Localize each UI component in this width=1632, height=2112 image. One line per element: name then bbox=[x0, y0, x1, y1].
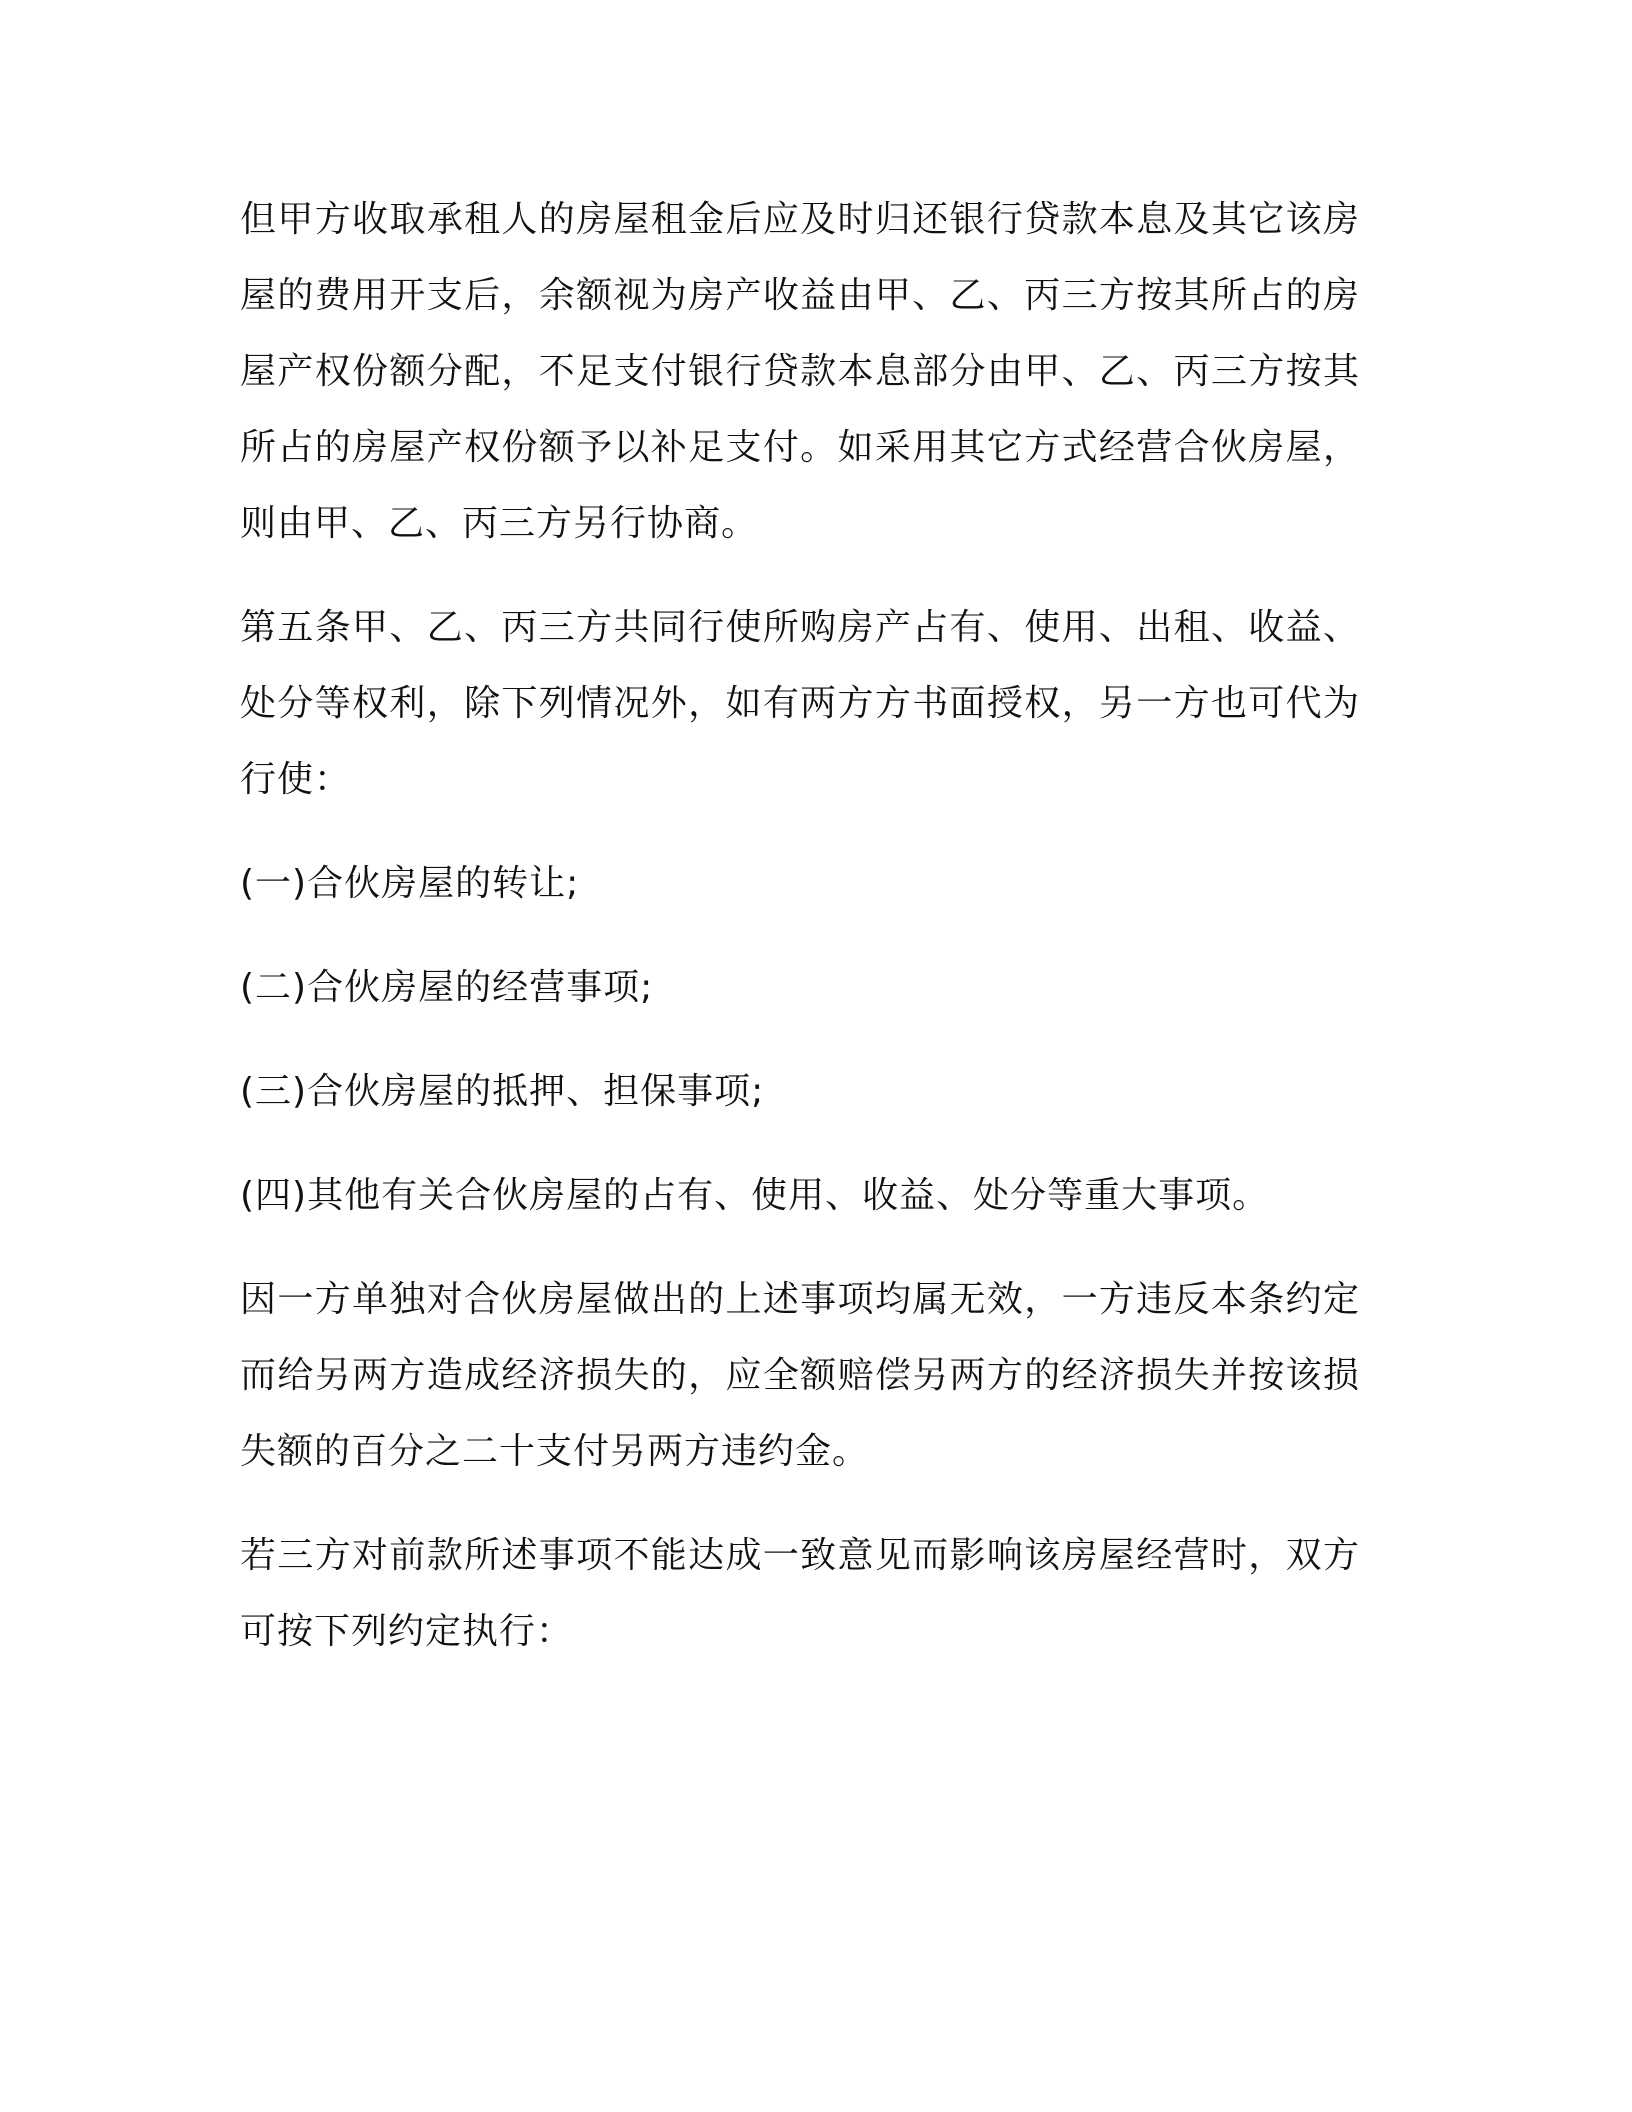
paragraph-article-five: 第五条甲、乙、丙三方共同行使所购房产占有、使用、出租、收益、处分等权利，除下列情况外，如有两方方书面授权，另一方也可代为行使： bbox=[240, 607, 1360, 800]
list-item-operation: (二)合伙房屋的经营事项; bbox=[240, 967, 654, 1008]
paragraph-invalid-actions: 因一方单独对合伙房屋做出的上述事项均属无效，一方违反本条约定而给另两方造成经济损失的，应全额赔偿另两方的经济损失并按该损失额的百分之二十支付另两方违约金。 bbox=[240, 1279, 1360, 1472]
paragraph-rental-income: 但甲方收取承租人的房屋租金后应及时归还银行贷款本息及其它该房屋的费用开支后，余额视为房产收益由甲、乙、丙三方按其所占的房屋产权份额分配，不足支付银行贷款本息部分由甲、乙、丙三方按其所占的房屋产权份额予以补足支付。如采用其它方式经营合伙房屋，则由甲、乙、丙三方另行协商。 bbox=[240, 199, 1360, 544]
list-item-transfer: (一)合伙房屋的转让; bbox=[240, 863, 580, 904]
document-body bbox=[240, 182, 1360, 1698]
list-item-major-matters: (四)其他有关合伙房屋的占有、使用、收益、处分等重大事项。 bbox=[240, 1175, 1270, 1216]
list-item-mortgage: (三)合伙房屋的抵押、担保事项; bbox=[240, 1071, 765, 1112]
paragraph-disagreement: 若三方对前款所述事项不能达成一致意见而影响该房屋经营时，双方可按下列约定执行： bbox=[240, 1535, 1360, 1652]
